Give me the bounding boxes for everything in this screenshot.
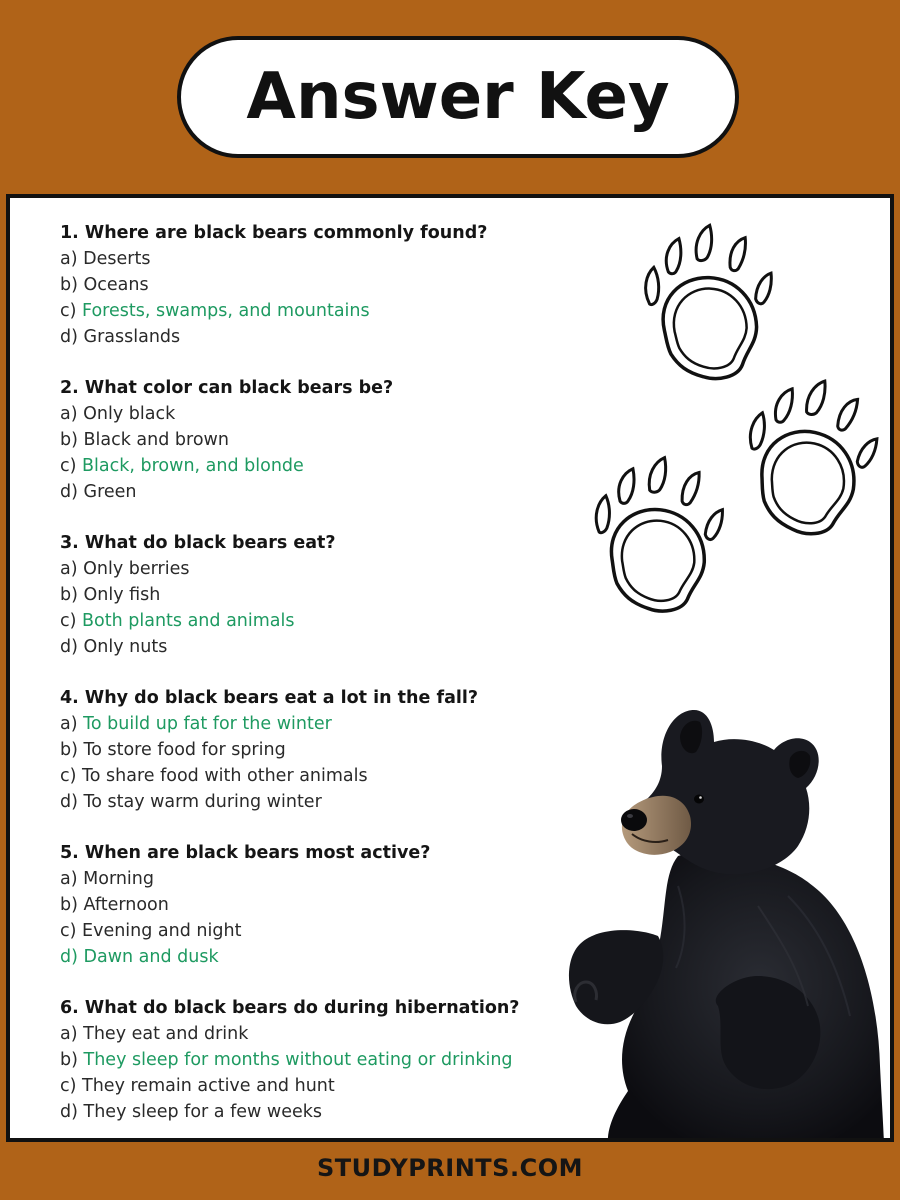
option-d: d) Grasslands <box>60 327 181 347</box>
option-a: a) Only black <box>60 404 176 424</box>
page-title: Answer Key <box>246 60 670 134</box>
option-b-correct: b) They sleep for months without eating or drinking <box>60 1050 513 1070</box>
question-5 <box>60 840 580 970</box>
paw-print-icon <box>640 219 782 385</box>
option-b: b) To store food for spring <box>60 740 286 760</box>
option-c: c) Evening and night <box>60 921 242 941</box>
option-b: b) Afternoon <box>60 895 169 915</box>
option-b: b) Oceans <box>60 275 149 295</box>
question-4 <box>60 685 580 815</box>
option-d: d) To stay warm during winter <box>60 792 322 812</box>
paw-prints <box>10 198 890 628</box>
title-banner <box>177 36 739 158</box>
footer <box>0 1150 900 1186</box>
paw-print-icon <box>594 456 726 614</box>
option-c: c) To share food with other animals <box>60 766 368 786</box>
paw-print-icon <box>744 376 881 538</box>
option-d: d) Green <box>60 482 137 502</box>
answer-card <box>6 194 894 1142</box>
option-d: d) Only nuts <box>60 637 168 657</box>
option-a: a) Deserts <box>60 249 151 269</box>
option-b: b) Black and brown <box>60 430 229 450</box>
question-text: 1. Where are black bears commonly found? <box>60 223 488 243</box>
option-c-correct: c) Black, brown, and blonde <box>60 456 304 476</box>
question-6 <box>60 995 580 1125</box>
question-text: 3. What do black bears eat? <box>60 533 336 553</box>
option-c-correct: c) Forests, swamps, and mountains <box>60 301 370 321</box>
option-d-correct: d) Dawn and dusk <box>60 947 219 967</box>
option-a: a) They eat and drink <box>60 1024 249 1044</box>
question-text: 2. What color can black bears be? <box>60 378 394 398</box>
option-b: b) Only fish <box>60 585 161 605</box>
question-text: 4. Why do black bears eat a lot in the fall? <box>60 688 479 708</box>
option-c-correct: c) Both plants and animals <box>60 611 295 631</box>
option-d: d) They sleep for a few weeks <box>60 1102 322 1122</box>
question-text: 5. When are black bears most active? <box>60 843 431 863</box>
option-c: c) They remain active and hunt <box>60 1076 335 1096</box>
option-a: a) Morning <box>60 869 154 889</box>
question-text: 6. What do black bears do during hibernation? <box>60 998 520 1018</box>
black-bear-illustration <box>558 706 894 1142</box>
option-a: a) Only berries <box>60 559 190 579</box>
site-name: STUDYPRINTS.COM <box>317 1154 583 1182</box>
option-a-correct: a) To build up fat for the winter <box>60 714 332 734</box>
